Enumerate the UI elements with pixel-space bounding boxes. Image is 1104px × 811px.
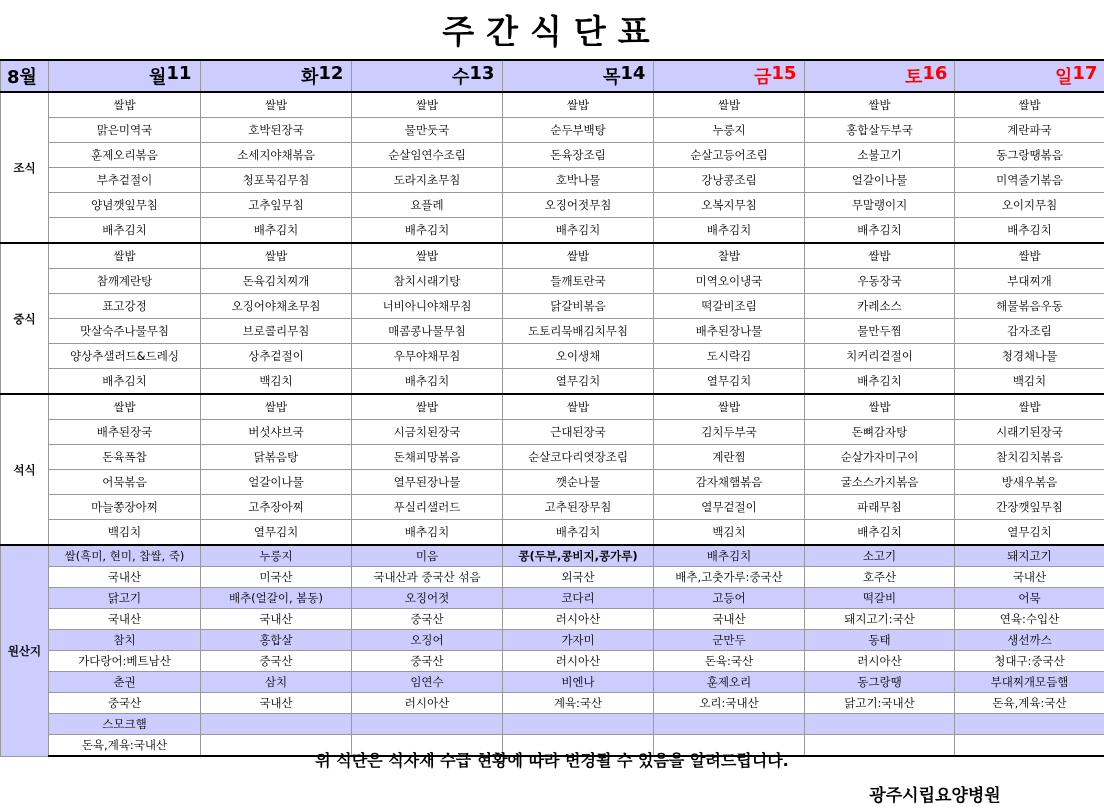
menu-item: 쌀밥: [955, 92, 1104, 118]
menu-item: 맛살숙주나물무침: [49, 319, 201, 344]
menu-item: 김치두부국: [654, 420, 805, 445]
menu-row: [1, 193, 1104, 218]
day-date: 15: [771, 63, 797, 84]
notice-text: 위 식단은 식자재 수급 현황에 따라 변경될 수 있음을 알려드립니다.: [315, 750, 789, 770]
menu-item: 배추김치: [503, 520, 654, 546]
origin-country: 배추,고춧가루:중국산: [654, 567, 805, 588]
menu-item: 매콤콩나물무침: [352, 319, 503, 344]
day-header-content: [955, 63, 1104, 89]
menu-item: 홍합살두부국: [805, 118, 955, 143]
origin-row: [1, 651, 1104, 672]
menu-item: 부추겉절이: [49, 168, 201, 193]
menu-item: 감자조림: [955, 319, 1104, 344]
menu-item: 쌀밥: [201, 243, 352, 269]
menu-item: 쌀밥: [503, 243, 654, 269]
day-date: 11: [166, 63, 192, 84]
origin-country: 호주산: [805, 567, 955, 588]
menu-row: [1, 470, 1104, 495]
origin-country: 중국산: [352, 609, 503, 630]
menu-row: [1, 243, 1104, 269]
menu-item: 요플레: [352, 193, 503, 218]
origin-ingredient: 떡갈비: [805, 588, 955, 609]
day-date: 17: [1072, 63, 1098, 84]
menu-item: 닭갈비볶음: [503, 294, 654, 319]
menu-item: 배추김치: [955, 218, 1104, 244]
origin-country: 국내산: [201, 693, 352, 714]
menu-item: 쌀밥: [503, 92, 654, 118]
menu-item: 배추김치: [352, 369, 503, 395]
menu-item: 버섯샤브국: [201, 420, 352, 445]
origin-country: 러시아산: [503, 609, 654, 630]
origin-country: 러시아산: [352, 693, 503, 714]
menu-item: 백김치: [49, 520, 201, 546]
origin-row: [1, 693, 1104, 714]
menu-item: 오징어젓무침: [503, 193, 654, 218]
menu-item: 쌀밥: [955, 243, 1104, 269]
menu-item: 오이지무침: [955, 193, 1104, 218]
menu-item: 근대된장국: [503, 420, 654, 445]
menu-item: 어묵볶음: [49, 470, 201, 495]
menu-item: 배추김치: [49, 218, 201, 244]
day-header-content: [201, 63, 351, 89]
menu-item: 무말랭이지: [805, 193, 955, 218]
menu-item: 배추된장국: [49, 420, 201, 445]
menu-item: 참치시래기탕: [352, 269, 503, 294]
page-title: 주간식단표: [442, 11, 662, 51]
origin-row: [1, 672, 1104, 693]
origin-row: [1, 567, 1104, 588]
menu-item: 쌀밥: [201, 92, 352, 118]
menu-item: 쌀밥: [352, 394, 503, 420]
origin-country: 돈육:국산: [654, 651, 805, 672]
menu-item: 호박나물: [503, 168, 654, 193]
menu-item: 찰밥: [654, 243, 805, 269]
menu-item: 도라지초무침: [352, 168, 503, 193]
origin-row: [1, 630, 1104, 651]
menu-item: 시래기된장국: [955, 420, 1104, 445]
day-name: 일: [1055, 67, 1073, 88]
origin-ingredient: 부대찌개모듬햄: [955, 672, 1104, 693]
day-header: [201, 60, 352, 92]
menu-item: 방새우볶음: [955, 470, 1104, 495]
menu-item: 돈육장조림: [503, 143, 654, 168]
menu-item: 마늘쫑장아찌: [49, 495, 201, 520]
origin-country: 가다랑어:베트남산: [49, 651, 201, 672]
menu-item: 쌀밥: [49, 394, 201, 420]
origin-ingredient: 훈제오리: [654, 672, 805, 693]
menu-item: 열무김치: [201, 520, 352, 546]
origin-country: 미국산: [201, 567, 352, 588]
day-date: 14: [620, 63, 646, 84]
origin-country: 국내산: [955, 567, 1104, 588]
day-name: 목: [603, 67, 621, 88]
origin-country: 국내산과 중국산 섞음: [352, 567, 503, 588]
origin-country: 국내산: [201, 609, 352, 630]
menu-item: 미역줄기볶음: [955, 168, 1104, 193]
menu-item: 쌀밥: [352, 243, 503, 269]
day-name: 화: [301, 67, 319, 88]
menu-item: 배추김치: [352, 218, 503, 244]
day-name: 수: [452, 67, 470, 88]
menu-item: 고추잎무침: [201, 193, 352, 218]
day-date: 13: [469, 63, 495, 84]
menu-item: 양상추샐러드&드레싱: [49, 344, 201, 369]
day-header: [49, 60, 201, 92]
origin-ingredient: 고등어: [654, 588, 805, 609]
menu-item: 누룽지: [654, 118, 805, 143]
day-header: [503, 60, 654, 92]
origin-ingredient: 춘권: [49, 672, 201, 693]
menu-item: 카레소스: [805, 294, 955, 319]
menu-item: 고추된장무침: [503, 495, 654, 520]
menu-item: 쌀밥: [805, 394, 955, 420]
meal-label: 석식: [1, 394, 49, 545]
menu-row: [1, 168, 1104, 193]
day-header-content: [654, 63, 804, 89]
menu-item: 돈뼈감자탕: [805, 420, 955, 445]
menu-item: 참치김치볶음: [955, 445, 1104, 470]
origin-ingredient: 가자미: [503, 630, 654, 651]
menu-item: 물만둣국: [352, 118, 503, 143]
menu-row: [1, 394, 1104, 420]
meal-label: 조식: [1, 92, 49, 243]
origin-ingredient: 미음: [352, 545, 503, 567]
menu-item: 호박된장국: [201, 118, 352, 143]
menu-item: 순살고등어조림: [654, 143, 805, 168]
origin-country: 국내산: [654, 609, 805, 630]
menu-row: [1, 269, 1104, 294]
origin-country: 러시아산: [805, 651, 955, 672]
origin-ingredient: 삼치: [201, 672, 352, 693]
day-name: 월: [149, 67, 167, 88]
menu-item: 얼갈이나물: [201, 470, 352, 495]
origin-country: 돼지고기:국산: [805, 609, 955, 630]
menu-item: 쌀밥: [503, 394, 654, 420]
menu-item: 동그랑땡볶음: [955, 143, 1104, 168]
day-header-content: [503, 63, 653, 89]
origin-country: 오리:국내산: [654, 693, 805, 714]
origin-ingredient: 군만두: [654, 630, 805, 651]
menu-item: 청포묵김무침: [201, 168, 352, 193]
origin-row: [1, 588, 1104, 609]
origin-ingredient: 오징어: [352, 630, 503, 651]
menu-item: 순두부백탕: [503, 118, 654, 143]
menu-item: 배추된장나물: [654, 319, 805, 344]
origin-country: 외국산: [503, 567, 654, 588]
menu-item: 쌀밥: [49, 243, 201, 269]
day-header: [352, 60, 503, 92]
menu-item: 들깨토란국: [503, 269, 654, 294]
origin-country: 청대구:중국산: [955, 651, 1104, 672]
menu-item: 감자채햄볶음: [654, 470, 805, 495]
menu-item: 닭볶음탕: [201, 445, 352, 470]
menu-item: 쌀밥: [352, 92, 503, 118]
origin-country: 국내산: [49, 609, 201, 630]
menu-item: 열무김치: [955, 520, 1104, 546]
menu-row: [1, 445, 1104, 470]
origin-row: [1, 609, 1104, 630]
menu-item: 순살임연수조림: [352, 143, 503, 168]
origin-ingredient: [654, 714, 805, 735]
menu-item: 양념깻잎무침: [49, 193, 201, 218]
menu-item: 너비아니야채무침: [352, 294, 503, 319]
menu-item: 도토리묵배김치무침: [503, 319, 654, 344]
menu-row: [1, 319, 1104, 344]
origin-ingredient: [805, 714, 955, 735]
origin-ingredient: 배추(얼갈이, 봄동): [201, 588, 352, 609]
menu-item: 굴소스가지볶음: [805, 470, 955, 495]
menu-item: 백김치: [955, 369, 1104, 395]
origin-ingredient: 배추김치: [654, 545, 805, 567]
menu-item: 백김치: [201, 369, 352, 395]
menu-item: 맑은미역국: [49, 118, 201, 143]
menu-item: 돈육폭찹: [49, 445, 201, 470]
menu-item: 돈육김치찌개: [201, 269, 352, 294]
origin-ingredient: 홍합살: [201, 630, 352, 651]
menu-item: 치커리겉절이: [805, 344, 955, 369]
origin-country: 계육:국산: [503, 693, 654, 714]
day-header-content: [49, 63, 200, 89]
menu-item: 소불고기: [805, 143, 955, 168]
menu-item: 백김치: [654, 520, 805, 546]
menu-row: [1, 118, 1104, 143]
menu-item: 열무된장나물: [352, 470, 503, 495]
origin-ingredient: 쌀(흑미, 현미, 찹쌀, 죽): [49, 545, 201, 567]
menu-item: 오징어야채초무침: [201, 294, 352, 319]
menu-item: 푸실리샐러드: [352, 495, 503, 520]
origin-country: 닭고기:국내산: [805, 693, 955, 714]
menu-item: 훈제오리볶음: [49, 143, 201, 168]
menu-item: 배추김치: [49, 369, 201, 395]
origin-country: 중국산: [49, 693, 201, 714]
origin-ingredient: 코다리: [503, 588, 654, 609]
menu-item: 계란찜: [654, 445, 805, 470]
origin-country: 연육:수입산: [955, 609, 1104, 630]
menu-item: 소세지야채볶음: [201, 143, 352, 168]
menu-item: 참깨계란탕: [49, 269, 201, 294]
day-name: 토: [905, 67, 923, 88]
day-header-content: [805, 63, 954, 89]
origin-ingredient: [503, 714, 654, 735]
menu-item: 배추김치: [805, 369, 955, 395]
month-label: 8월: [1, 60, 49, 92]
menu-item: 고추장아찌: [201, 495, 352, 520]
menu-item: 배추김치: [805, 218, 955, 244]
menu-item: 미역오이냉국: [654, 269, 805, 294]
menu-item: 돈채피망볶음: [352, 445, 503, 470]
menu-row: [1, 344, 1104, 369]
menu-item: 부대찌개: [955, 269, 1104, 294]
menu-item: 파래무침: [805, 495, 955, 520]
menu-item: 브로콜리무침: [201, 319, 352, 344]
menu-item: 우무야채무침: [352, 344, 503, 369]
menu-item: 상추겉절이: [201, 344, 352, 369]
menu-item: 배추김치: [352, 520, 503, 546]
menu-item: 배추김치: [805, 520, 955, 546]
origin-country: 중국산: [201, 651, 352, 672]
menu-item: 열무김치: [654, 369, 805, 395]
origin-ingredient: 오징어젓: [352, 588, 503, 609]
menu-item: 해물볶음우동: [955, 294, 1104, 319]
origin-ingredient: 누룽지: [201, 545, 352, 567]
menu-item: 배추김치: [201, 218, 352, 244]
menu-item: 물만두찜: [805, 319, 955, 344]
origin-row: [1, 545, 1104, 567]
origin-country: 국내산: [49, 567, 201, 588]
menu-item: 오이생채: [503, 344, 654, 369]
origin-ingredient: 닭고기: [49, 588, 201, 609]
origin-ingredient: [352, 714, 503, 735]
day-header: [654, 60, 805, 92]
origin-country: 러시아산: [503, 651, 654, 672]
origin-row: [1, 714, 1104, 735]
menu-item: 강낭콩조림: [654, 168, 805, 193]
origin-label: 원산지: [1, 545, 49, 756]
header-row: [1, 60, 1104, 92]
menu-row: [1, 369, 1104, 395]
menu-item: 떡갈비조림: [654, 294, 805, 319]
origin-ingredient: 참치: [49, 630, 201, 651]
origin-ingredient: [955, 714, 1104, 735]
menu-item: 시금치된장국: [352, 420, 503, 445]
origin-ingredient: 비엔나: [503, 672, 654, 693]
weekly-menu-table: [0, 59, 1104, 757]
origin-country: 돈육,계육:국산: [955, 693, 1104, 714]
origin-ingredient: 스모크햄: [49, 714, 201, 735]
menu-row: [1, 520, 1104, 546]
day-date: 16: [922, 63, 948, 84]
menu-item: 오복지무침: [654, 193, 805, 218]
menu-row: [1, 420, 1104, 445]
menu-item: 순살코다리엿장조림: [503, 445, 654, 470]
origin-ingredient: 임연수: [352, 672, 503, 693]
origin-ingredient: [201, 714, 352, 735]
origin-ingredient: 동그랑땡: [805, 672, 955, 693]
menu-row: [1, 143, 1104, 168]
origin-ingredient: 소고기: [805, 545, 955, 567]
origin-ingredient: 돼지고기: [955, 545, 1104, 567]
menu-item: 얼갈이나물: [805, 168, 955, 193]
menu-row: [1, 92, 1104, 118]
origin-ingredient: 생선까스: [955, 630, 1104, 651]
menu-item: 쌀밥: [805, 92, 955, 118]
menu-item: 표고강정: [49, 294, 201, 319]
menu-item: 배추김치: [503, 218, 654, 244]
menu-item: 순살가자미구이: [805, 445, 955, 470]
menu-item: 열무겉절이: [654, 495, 805, 520]
menu-item: 계란파국: [955, 118, 1104, 143]
origin-ingredient: 동태: [805, 630, 955, 651]
menu-item: 깻순나물: [503, 470, 654, 495]
menu-item: 열무김치: [503, 369, 654, 395]
day-name: 금: [754, 67, 772, 88]
menu-row: [1, 495, 1104, 520]
day-header: [955, 60, 1104, 92]
menu-item: 우동장국: [805, 269, 955, 294]
origin-ingredient: 콩(두부,콩비지,콩가루): [503, 545, 654, 567]
day-header: [805, 60, 955, 92]
origin-country: 중국산: [352, 651, 503, 672]
day-header-content: [352, 63, 502, 89]
meal-label: 중식: [1, 243, 49, 394]
menu-item: 배추김치: [654, 218, 805, 244]
menu-item: 쌀밥: [201, 394, 352, 420]
origin-ingredient: 어묵: [955, 588, 1104, 609]
menu-item: 쌀밥: [654, 92, 805, 118]
menu-item: 도시락김: [654, 344, 805, 369]
menu-item: 쌀밥: [955, 394, 1104, 420]
menu-item: 간장깻잎무침: [955, 495, 1104, 520]
menu-item: 쌀밥: [49, 92, 201, 118]
hospital-name: 광주시립요양병원: [869, 785, 1001, 806]
menu-row: [1, 294, 1104, 319]
day-date: 12: [318, 63, 344, 84]
menu-item: 쌀밥: [654, 394, 805, 420]
menu-item: 청경채나물: [955, 344, 1104, 369]
menu-row: [1, 218, 1104, 244]
origin-country: 돈육,계육:국내산: [49, 735, 201, 757]
menu-item: 쌀밥: [805, 243, 955, 269]
